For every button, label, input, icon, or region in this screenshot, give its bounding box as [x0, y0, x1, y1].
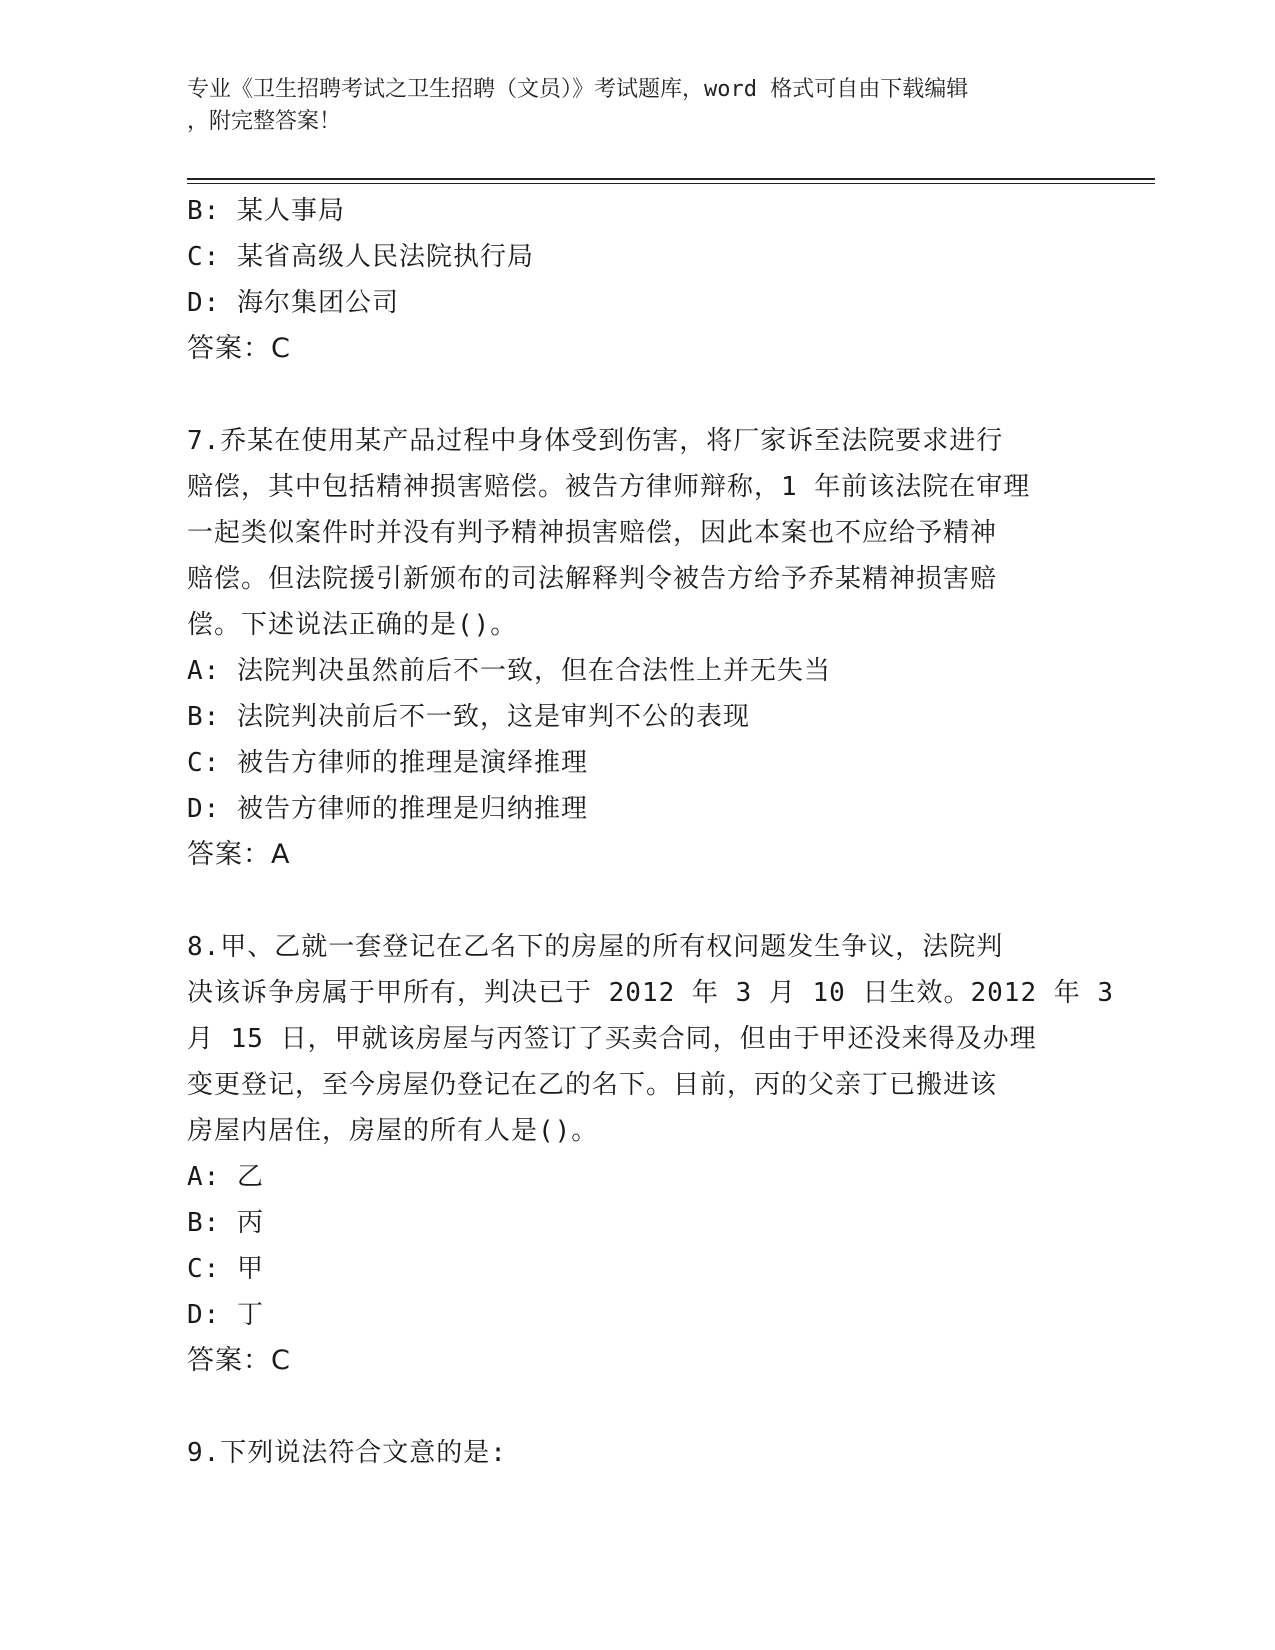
q7-stem-line-3: 一起类似案件时并没有判予精神损害赔偿，因此本案也不应给予精神: [187, 518, 998, 548]
q7-option-d: D: 被告方律师的推理是归纳推理: [187, 794, 588, 824]
q8-stem-line-1: 8.甲、乙就一套登记在乙名下的房屋的所有权问题发生争议，法院判: [187, 932, 1004, 962]
q8-option-c: C: 甲: [187, 1254, 264, 1284]
q8-option-b: B: 丙: [187, 1208, 264, 1238]
q6-option-d: D: 海尔集团公司: [187, 288, 399, 318]
q7-option-b: B: 法院判决前后不一致，这是审判不公的表现: [187, 702, 750, 732]
q8-answer: 答案：C: [187, 1345, 291, 1376]
q6-option-b: B: 某人事局: [187, 196, 345, 226]
q7-option-c: C: 被告方律师的推理是演绎推理: [187, 748, 588, 778]
q6-option-c: C: 某省高级人民法院执行局: [187, 242, 534, 272]
header-rule-thin: [187, 183, 1155, 184]
q7-answer: 答案：A: [187, 839, 291, 870]
q8-stem-line-3: 月 15 日，甲就该房屋与丙签订了买卖合同，但由于甲还没来得及办理: [187, 1024, 1037, 1054]
q6-answer: 答案：C: [187, 333, 291, 364]
spacer: [187, 372, 1087, 418]
q7-stem-line-5: 偿。下述说法正确的是()。: [187, 610, 518, 640]
q7-stem-line-2: 赔偿，其中包括精神损害赔偿。被告方律师辩称，1 年前该法院在审理: [187, 472, 1031, 502]
q8-option-d: D: 丁: [187, 1300, 264, 1330]
header-line-1: 专业《卫生招聘考试之卫生招聘（文员）》考试题库，word 格式可自由下载编辑: [187, 77, 969, 102]
header-line-2: ，附完整答案！: [187, 109, 342, 134]
q8-stem-line-4: 变更登记，至今房屋仍登记在乙的名下。目前，丙的父亲丁已搬进该: [187, 1070, 998, 1100]
spacer: [187, 1384, 1087, 1430]
q8-stem-line-2: 决该诉争房属于甲所有，判决已于 2012 年 3 月 10 日生效。2012 年 3: [187, 978, 1115, 1008]
q7-option-a: A: 法院判决虽然前后不一致，但在合法性上并无失当: [187, 656, 831, 686]
q8-stem-line-5: 房屋内居住，房屋的所有人是()。: [187, 1116, 599, 1146]
question-content: [187, 188, 1115, 1476]
page-header: [187, 74, 1087, 138]
q9-stem: 9.下列说法符合文意的是:: [187, 1438, 507, 1468]
q7-stem-line-4: 赔偿。但法院援引新颁布的司法解释判令被告方给予乔某精神损害赔: [187, 564, 998, 594]
q8-option-a: A: 乙: [187, 1162, 264, 1192]
q7-stem-line-1: 7.乔某在使用某产品过程中身体受到伤害，将厂家诉至法院要求进行: [187, 426, 1004, 456]
header-rule-thick: [187, 178, 1155, 180]
spacer: [187, 878, 1087, 924]
